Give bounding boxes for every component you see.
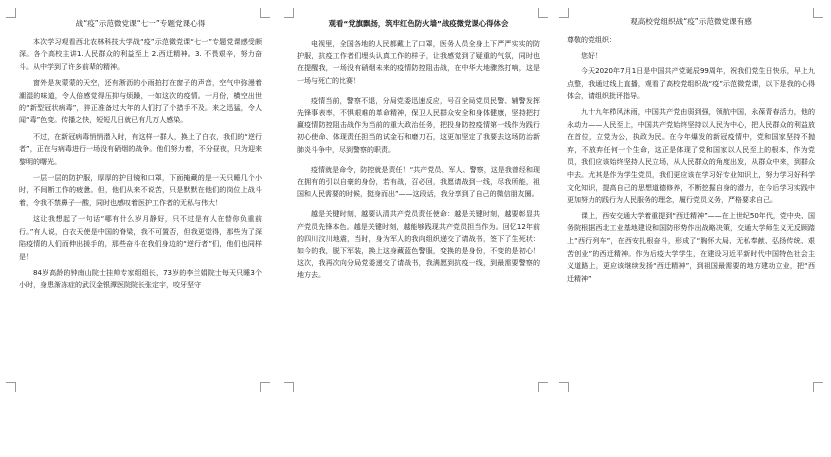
crop-mark	[284, 8, 294, 18]
greeting: 您好！	[581, 51, 602, 60]
document-page-3	[555, 4, 827, 396]
paragraph: 疫情当前，警察不退，分局党委迅速反应，号召全局党员民警、辅警发挥先锋事表率，不惧艰难的革命精神，保卫人民群众安全和身体健康，坚持把打赢疫情防控阻击战作为当前的重大政治任务，把投身防控疫情第一线作为践行初心使命、体现责任担当的试金石和磨刀石，这更加坚定了我要去这场防治新肺炎斗争中，尽到警察的职责。	[297, 96, 540, 154]
paragraph: 不过，在新冠病毒悄悄潜入时，有这样一群人，换上了白衣，我们的“逆行者”，正在与病毒进行一场没有硝烟的战争。他们努力着，不分昼夜，只为迎来黎明的曙光。	[19, 132, 262, 166]
document-page-1	[2, 4, 274, 396]
paragraph: 电视里，全国各地的人民都戴上了口罩，医务人员全身上下严严实实的防护服，抗疫工作者们埋头认真工作的样子，让我感觉到了疑重的气氛，同时也在提醒我，一场没有硝烟未来的疫情防控阻击战，在中华大地骤然打响，这是一场与死亡的比赛！	[297, 40, 540, 85]
page-body	[297, 18, 540, 290]
paragraph: 本次学习观看西北农林科技大学战“疫”示范微党课“七一”专题党课感受颇深。各个高校主讲1.人民群众的利益至上 2.西迁精神。3. 不畏艰辛，努力奋斗。从中学到了许多前辈的精神。	[19, 38, 262, 71]
crop-mark	[6, 8, 16, 18]
crop-mark	[6, 382, 16, 392]
paragraph: 课上，西安交通大学着重提到“西迁精神”——在上世纪50年代，党中央、国务院根据西北工业基地建设和国防形势作出战略决策，交通大学师生义无反顾踏上“西行列车”，在西安扎根奋斗，形成了“胸怀大局、无私奉献、弘扬传统、艰苦创业”的西迁精神。作为后疫大学学生，在建设习近平新时代中国特色社会主义道路上，更应该继续发扬“西迁精神”，到祖国最需要的地方建功立业，把“西迁精神”	[567, 211, 815, 283]
page-title: 战“疫”示范微党课“七一”专题党课心得	[75, 19, 206, 28]
page-title: 观高校党组织战“疫”示范微党课有感	[630, 17, 752, 26]
crop-mark	[559, 382, 569, 392]
page-body	[567, 16, 815, 288]
paragraph: 越是关键时刻，越要认清共产党员责任使命：越是关键时刻，越要彰显共产党员先锋本色。越是关键时刻，越能够践现共产党员担当作为。回忆12年前的四川汶川地震，当时，身为军人的我向组织递交了请战书，签下了生死状：如今的我，脱下军装，换上这身藏蓝色警服，变换的是身份，不变的是初心！这次，我再次向分局党委递交了请战书，我满愿到抗疫一线，到最需要警察的地方去。	[297, 210, 540, 280]
paragraph: 这让我想起了一句话“哪有什么岁月静好，只不过是有人在替你负重前行。”有人说，白衣天使是中国的脊梁，我不可置否，但我更觉得，那些为了深陷疫情的人们而伸出援手的，那些奋斗在我们身边的“逆行者”们，他们也同样是！	[19, 215, 262, 261]
crop-mark	[538, 382, 548, 392]
paragraph: 今天2020年7月1日是中国共产党诞辰99周年，祝我们党生日快乐，早上九点整，我通过线上直播，观看了高校党组织战“疫”示范微党课，以下是我的心得体会，请组织批评指导。	[567, 67, 815, 101]
crop-mark	[260, 8, 270, 18]
page-title: 观看“党旗飘扬，筑牢红色防火墙”战疫微党课心得体会	[328, 19, 509, 28]
paragraph: 九十九年栉风沐雨，中国共产党由弱到强，领航中国，永葆青春活力，他的永动力——人民至上，中国共产党始终坚持以人民为中心，把人民群众的利益放在首位，立党为公，执政为民。在今年爆发的新冠疫情中，党和国家坚持不抛弃，不放弃任何一个生命，这正是体现了党和国家以人民至上的根本，作为党员，我们应该始终坚持人民立场，从人民群众的角度出发，从群众中来，到群众中去。尤其是作为学生党员，我们更应该在学习好专业知识上，努力学习好科学文化知识，提高自己的思想道德修养，不断挖掘自身的潜力，在今后学习实践中更加努力的践行为人民服务的理念，履行党员义务，严格要求自己。	[567, 107, 815, 205]
crop-mark	[538, 8, 548, 18]
paragraph: 一层一层的防护服，厚厚的护目镜和口罩，下面掩藏的是一天只睡几个小时，不间断工作的疲惫。但，他们从来不说苦，只是默默在他们的岗位上战斗着，令我不禁鼻子一酸，同时也感叹着医护工作者的无私与伟大！	[19, 174, 262, 207]
page-body	[19, 18, 262, 296]
salutation: 尊敬的党组织：	[567, 36, 616, 44]
paragraph: 84岁高龄的钟南山院士挂帅专家组组长，73岁的李兰娟院士每天只睡3个小时，身患渐冻症的武汉金银潭医院院长张定宇，咬牙坚守	[19, 268, 262, 290]
paragraph: 窗外是灰蒙蒙的天空，还有淅沥的小雨拍打在窗子的声音，空气中弥漫着潮湿的味道，令人倍感觉得压抑与烦躁，一如这次的疫情。一月份，横空出世的“新型冠状病毒”，猝正准备过大年的人们打了个措手不及。来之迅猛，令人闻“毒”色变。传播之快，短短几日就已有几万人感染。	[19, 79, 262, 125]
crop-mark	[260, 382, 270, 392]
document-page-2	[280, 4, 552, 396]
crop-mark	[284, 382, 294, 392]
crop-mark	[813, 382, 823, 392]
paragraph: 疫情就是命令，防控就是责任！“共产党员、军人、警察，这是我曾经和现在拥有的引以自豪的身份，若有战，召必回，我愿请战到一线，尽我所能，祖国和人民需要的时候，挺身而出”——这段话，我分享到了自己的微信朋友圈。	[297, 165, 540, 199]
